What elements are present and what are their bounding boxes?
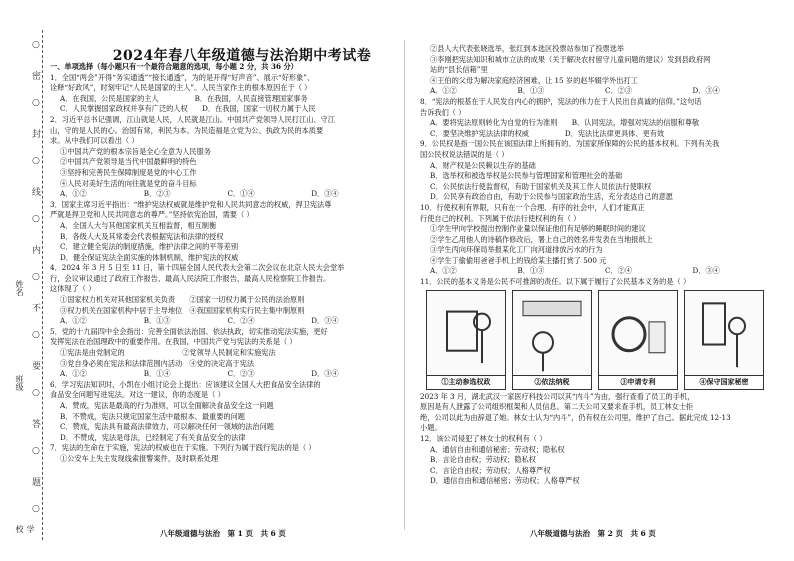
- cartoon-panel: [598, 290, 678, 390]
- answer-options: [420, 266, 780, 277]
- option-line: B．各级人大及其常委会代表根据宪法和法律的授权: [60, 231, 224, 241]
- question-line: 行，会议审议通过了政府工作报告、最高人民法院工作报告、最高人民检察院工作报告。: [50, 273, 331, 283]
- option-line: B．不赞成，宪法只规定国家生活中最根本、最重要的问题: [60, 411, 245, 421]
- answer-option: D．③④: [692, 86, 720, 96]
- answer-option: B．①④: [143, 369, 171, 379]
- option-line: ③学生丙向环保局举报某化工厂向河道排放污水的行为: [430, 245, 603, 255]
- binding-mark: ○: [32, 504, 40, 514]
- left-column: [50, 62, 395, 465]
- option-line: A．全国人大与其他国家机关互相监督，相互制衡: [60, 220, 217, 230]
- answer-options: [50, 369, 395, 380]
- answer-option: B．①③: [517, 266, 545, 276]
- option-line: D．不赞成，宪法是母法，已经制定了有关食品安全的法律: [60, 432, 246, 442]
- binding-mark: ○: [32, 272, 40, 282]
- binding-mark: ○: [32, 388, 40, 398]
- question-line: 10．行使权利有界限，只有在一个合理、有序的社会中，人们才能真正: [420, 202, 645, 212]
- question-line: 告诉我们（ ）: [420, 107, 466, 117]
- binding-label: 班级: [15, 375, 24, 391]
- binding-mark: ○: [32, 214, 40, 224]
- option-line: A．在我国，公民是国家的主人 B．在我国，人民直接管理国家事务: [60, 93, 308, 103]
- answer-options: [50, 189, 395, 200]
- option-line: ③坚持和完善民生保障制度是党的中心工作: [60, 167, 197, 177]
- binding-mark: 题: [32, 478, 42, 488]
- question-line: 行使自己的权利。下列属于依法行使权利的有（ ）: [420, 213, 581, 223]
- answer-option: A．①②: [430, 266, 457, 276]
- binding-mark: 内: [32, 246, 42, 256]
- binding-mark: ○: [32, 330, 40, 340]
- cartoon-caption: ③申请专利: [599, 375, 677, 389]
- option-line: A．要将宪法原则转化为自觉的行为准则 B．认同宪法，增强对宪法的信服和尊敬: [430, 118, 700, 128]
- option-line: D．公民享有政治自由，有助于公民参与国家政治生活，充分表达自己的意愿: [430, 192, 673, 202]
- question-line: 发挥宪法在治国理政中的重要作用。在我国，中国共产党与宪法的关系是（ ）: [50, 337, 297, 347]
- binding-mark: 答: [32, 420, 42, 430]
- question-line: 2．习近平总书记强调，江山就是人民，人民就是江山。中国共产党领导人民打江山、守江: [50, 114, 335, 124]
- right-column: [420, 44, 780, 487]
- binding-mark: ○: [32, 446, 40, 456]
- option-line: B．选举权和被选举权是公民参与管理国家和管理社会的基础: [430, 171, 623, 181]
- question-line: 3．国家主席习近平指出：“维护宪法权威就是维护党和人民共同意志的权威，捍卫宪法尊: [50, 199, 332, 209]
- option-line: ②学生乙用他人的诗稿作修改后，署上自己的姓名并发表在当地报纸上: [430, 234, 653, 244]
- cartoon-caption: ②依法纳税: [513, 375, 591, 389]
- option-line: C．公民依法行使监督权，有助于国家机关及其工作人员依法行使职权: [430, 181, 652, 191]
- question-line: 11．公民的基本义务是公民不可推卸的责任。以下属于履行了公民基本义务的是（ ）: [420, 277, 691, 287]
- binding-mark: ○: [32, 40, 40, 50]
- answer-option: B．①③: [517, 86, 545, 96]
- binding-mark: 要: [32, 362, 42, 372]
- cartoon-panel: [426, 290, 506, 390]
- question-line: 严就是捍卫党和人民共同意志的尊严。”坚持依宪治国，需要（ ）: [50, 210, 254, 220]
- option-line: ④学生丁偷偷用爸爸手机上的钱给某主播打赏了 500 元: [430, 255, 607, 265]
- option-line: A．赞成，宪法是最高的行为准则，可以全面解决食品安全这一问题: [60, 401, 274, 410]
- binding-margin: [6, 30, 43, 540]
- answer-option: C．②③: [605, 86, 633, 96]
- option-line: ①宪法是由党制定的 ②党领导人民制定和实施宪法: [60, 348, 276, 358]
- option-line: C．要坚决维护宪法法律的权威 D．宪法比法律更具体、更有效: [430, 128, 665, 138]
- option-line: ①学生甲向学校提出控制作业量以保证他们有足够的睡眠时间的建议: [430, 224, 646, 234]
- option-line: C．建立健全宪法的制度措施，维护法律之间的平等差别: [60, 242, 239, 252]
- question-line: 9．公民权是指一国公民在该国法律上所拥有的、为国家所保障的公民的基本权利。下列有关我: [420, 139, 720, 149]
- answer-option: D．③④: [311, 189, 339, 199]
- answer-option: D．③④: [311, 316, 339, 326]
- answer-option: B．①③: [143, 316, 171, 326]
- question-line: 求。从中我们可以看出（ ）: [50, 136, 139, 146]
- binding-mark: 封: [32, 130, 42, 140]
- option-line: ①国家权力机关对其他国家机关负责 ②国家一切权力属于公民的法治原则: [60, 295, 305, 305]
- binding-mark: 线: [32, 188, 42, 198]
- cartoon-strip: [420, 288, 780, 392]
- question-line: 国公民权说法错误的是（ ）: [420, 149, 509, 159]
- option-line: ③党自身必须在宪法和法律范围内活动 ④党的决定高于宪法: [60, 358, 255, 368]
- answer-option: D．③④: [692, 266, 720, 276]
- answer-option: C．②③: [227, 369, 255, 379]
- answer-option: A．①②: [60, 316, 87, 326]
- question-line: 1．全国“两会”开得“务实通透”“接长通透”，为的是开得“好声音”、展示“好形象”、: [50, 72, 315, 82]
- answer-options: [420, 86, 780, 97]
- answer-option: B．②③: [143, 189, 171, 199]
- answer-option: A．①②: [60, 369, 87, 379]
- option-line: ④王伯的父母为解决家庭经济困难，让 15 岁的赵华辍学外出打工: [430, 75, 638, 85]
- binding-mark: ○: [32, 156, 40, 166]
- option-line: B．言论自由权；劳动权；隐私权: [430, 455, 536, 465]
- option-line: ①公安车上失主发现线索报警案件，及时联系处理: [60, 453, 219, 463]
- section-heading: 一、单项选择（每小题只有一个最符合题意的选项，每小题 2 分，共 36 分）: [50, 62, 298, 71]
- cartoon-panel: [684, 290, 764, 390]
- answer-option: C．②④: [227, 316, 255, 326]
- question-line: 8．“宪法的根基在于人民发自内心的拥护，宪法的伟力在于人民出自真诚的信仰。”这句话: [420, 96, 702, 106]
- question-line: 食品安全问题写进宪法。对这一建议，你的态度是（ ）: [50, 390, 225, 400]
- question-line: 诠释“好政风”，时刻牢记“人民是国家的主人”。人民当家作主的根本原因在于（ ）: [50, 83, 312, 93]
- page-title: 2024年春八年级道德与法治期中考试卷: [112, 48, 372, 64]
- answer-option: A．①②: [430, 86, 457, 96]
- binding-label: 学校: [15, 525, 35, 533]
- footer-right: 八年级道德与法治 第 2 页 共 6 页: [530, 529, 656, 538]
- binding-mark: 密: [32, 72, 42, 82]
- question-line: 小题。: [420, 423, 442, 433]
- question-line: 绝，公司以此为由辞退了她。林女士认为“内斗”，仍有权在公司里，维护了自己。据此完成 12-13: [420, 412, 731, 422]
- option-line: ③权力机关在国家机构中居于主导地位 ④我国国家机构实行民主集中制原则: [60, 305, 305, 315]
- answer-option: A．①②: [60, 189, 87, 199]
- cartoon-caption: ①主动参选权政: [427, 375, 505, 389]
- cartoon-caption: ④保守国家秘密: [685, 375, 763, 389]
- option-line: A．通信自由和通信秘密；劳动权；隐私权: [430, 444, 565, 454]
- page-divider: [404, 40, 405, 530]
- secret-icon: [685, 291, 763, 375]
- footer-left: 八年级道德与法治 第 1 页 共 6 页: [160, 529, 286, 538]
- tax-icon: [513, 291, 591, 375]
- option-line: ④人民对美好生活的向往就是党的奋斗目标: [60, 178, 197, 188]
- question-line: 6．学习宪法知识时，小凯在小组讨论会上提出：应该建议全国人大把食品安全法律的: [50, 379, 321, 389]
- option-line: 站的“县长信箱”里: [430, 65, 488, 75]
- question-line: 2023 年 3 月，湖北武汉一家医疗科技公司以其“内斗”为由，强行查看了员工的手机，: [420, 391, 695, 401]
- option-line: A．财产权是公民赖以生存的基础: [430, 160, 536, 170]
- binding-mark: 不: [32, 304, 42, 314]
- option-line: ③李刚把宪法知识和城市立法的成果（关于解决农村留守儿童问题的建议）发到县政府网: [430, 54, 711, 64]
- option-line: C．言论自由权；劳动权；人格尊严权: [430, 465, 551, 475]
- question-line: 7．宪法的生命在于实施，宪法的权威也在于实施。下列行为属于践行宪法的是（ ）: [50, 443, 316, 453]
- option-line: C．赞成，宪法具有最高法律效力，可以解决任何一领域的法治问题: [60, 422, 274, 432]
- question-line: 5．党的十九届四中全会指出：完善全面依法治国、依法执政，切实推动宪法实施，更好: [50, 326, 328, 336]
- answer-option: C．①④: [227, 189, 255, 199]
- option-line: ①中国共产党的根本宗旨是全心全意为人民服务: [60, 146, 211, 156]
- ballot-icon: [427, 291, 505, 375]
- answer-option: D．③④: [311, 369, 339, 379]
- option-line: ②县人大代表张晓选举，张红到本选区投票站参加了投票选举: [430, 44, 625, 53]
- answer-options: [50, 316, 395, 327]
- question-line: 这体现了（ ）: [50, 284, 96, 294]
- question-line: 原因是有人泄露了公司组织框架和人员信息。第二天公司又要求查手机，员工林女士拒: [420, 402, 694, 412]
- question-line: 4．2024 年 3 月 5 日至 11 日，第十四届全国人民代表大会第二次会议在北京人民大会堂举: [50, 263, 345, 273]
- question-line: 山，守的是人民的心。治国有常，利民为本。为民造福是立党为公、执政为民的本质要: [50, 125, 324, 135]
- cartoon-panel: [512, 290, 592, 390]
- option-line: D．健全保证宪法全面实施的体制机制，维护宪法的权威: [60, 252, 239, 262]
- binding-label: 姓名: [15, 280, 24, 296]
- patent-icon: [599, 291, 677, 375]
- option-line: D．通信自由和通信秘密；劳动权；人格尊严权: [430, 476, 580, 486]
- answer-option: C．②④: [605, 266, 633, 276]
- option-line: C．人民掌握国家政权并享有广泛的人权 D．在我国，国家一切权力属于人民: [60, 104, 316, 114]
- option-line: ②中国共产党领导是当代中国最鲜明的特色: [60, 157, 197, 167]
- binding-mark: ○: [32, 98, 40, 108]
- question-line: 12．该公司侵犯了林女士的权利有（ ）: [420, 434, 547, 444]
